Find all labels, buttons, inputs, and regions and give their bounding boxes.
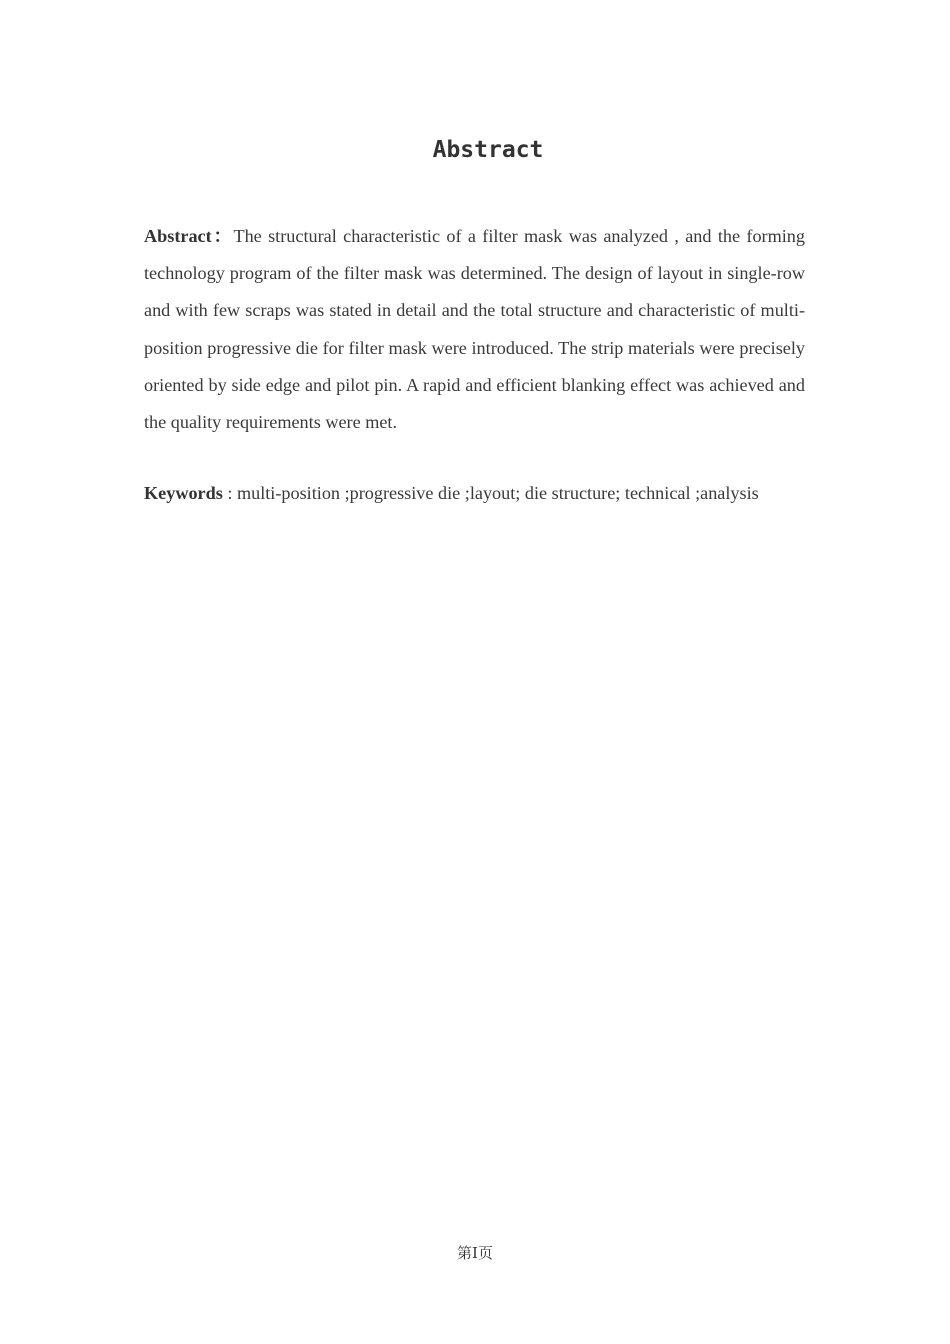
page-number: 第I页 <box>457 1244 493 1262</box>
abstract-label: Abstract： <box>144 226 234 246</box>
keywords-text: : multi-position ;progressive die ;layout; die structure; technical ;analysis <box>222 483 759 503</box>
abstract-paragraph <box>144 218 805 441</box>
keywords-label: Keywords <box>144 483 223 503</box>
abstract-text: The structural characteristic of a filter mask was analyzed , and the forming technology program of the filter mask was determined. The design of layout in single-row and with few scraps was stated in detail and the total structure and characteristic of multi-position progressive die for filter mask were introduced. The strip materials were precisely oriented by side edge and pilot pin. A rapid and efficient blanking effect was achieved and the quality requirements were met. <box>144 226 805 433</box>
page-title: Abstract <box>432 137 544 163</box>
keywords-paragraph <box>144 475 844 512</box>
